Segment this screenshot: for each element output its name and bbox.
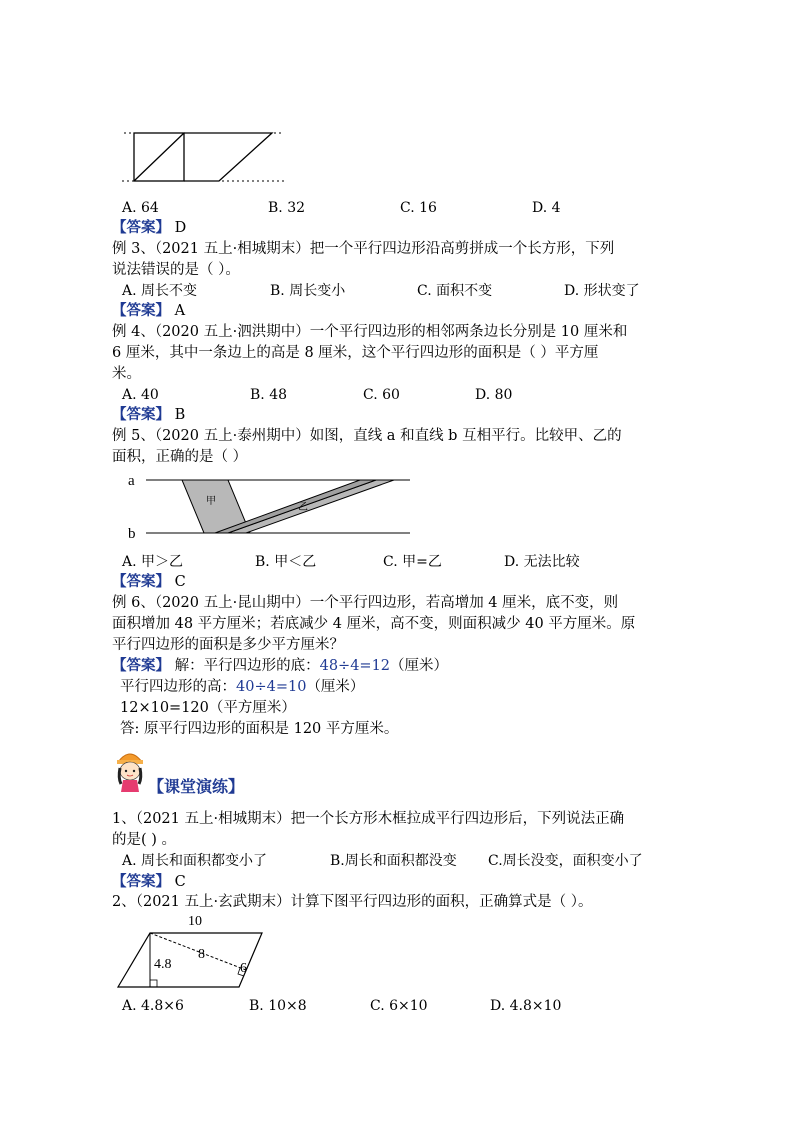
ex3-option-c: C. 面积不变 bbox=[417, 283, 493, 299]
option-d: D. 4 bbox=[532, 200, 561, 216]
ex4-option-a: A. 40 bbox=[122, 387, 159, 403]
p1-option-a: A. 周长和面积都变小了 bbox=[122, 853, 268, 869]
answer-line: 【答案】 D bbox=[112, 219, 187, 236]
ex4-line2: 6 厘米，其中一条边上的高是 8 厘米，这个平行四边形的面积是（ ）平方厘 bbox=[112, 345, 599, 361]
ex3-option-d: D. 形状变了 bbox=[564, 283, 640, 299]
p1-answer: 【答案】 C bbox=[112, 873, 186, 890]
p2-option-a: A. 4.8×6 bbox=[122, 998, 184, 1014]
ex6-solution-1: 【答案】 解：平行四边形的底：48÷4=12（厘米） bbox=[112, 657, 449, 674]
p2-option-c: C. 6×10 bbox=[370, 998, 428, 1014]
student-mascot-icon bbox=[112, 744, 148, 794]
ex5-answer: 【答案】 C bbox=[112, 573, 186, 590]
ex3-line2: 说法错误的是（ ）。 bbox=[112, 262, 240, 278]
ex4-line1: 例 4、（2020 五上·泗洪期中）一个平行四边形的相邻两条边长分别是 10 厘米和 bbox=[112, 324, 628, 340]
option-a: A. 64 bbox=[122, 200, 159, 216]
label-top: 10 bbox=[188, 914, 202, 929]
p1-option-c: C.周长没变，面积变小了 bbox=[488, 853, 643, 869]
ex6-line1: 例 6、（2020 五上·昆山期中）一个平行四边形，若高增加 4 厘米，底不变，则 bbox=[112, 595, 619, 611]
p1-option-b: B.周长和面积都没变 bbox=[330, 853, 457, 869]
section-title: 【课堂演练】 bbox=[148, 777, 245, 796]
ex5-option-d: D. 无法比较 bbox=[504, 554, 580, 570]
label-diag: 8 bbox=[198, 947, 205, 962]
ex3-option-b: B. 周长变小 bbox=[270, 283, 346, 299]
p1-line1: 1、（2021 五上·相城期末）把一个长方形木框拉成平行四边形后，下列说法正确 bbox=[112, 811, 625, 827]
option-c: C. 16 bbox=[400, 200, 437, 216]
ex4-option-d: D. 80 bbox=[475, 387, 513, 403]
ex5-option-b: B. 甲＜乙 bbox=[255, 554, 317, 570]
ex6-line3: 平行四边形的面积是多少平方厘米？ bbox=[112, 637, 344, 653]
label-yi: 乙 bbox=[298, 502, 308, 513]
figure-parallelogram-heights bbox=[112, 910, 282, 992]
ex5-option-c: C. 甲=乙 bbox=[383, 554, 442, 570]
p1-line2: 的是( ) 。 bbox=[112, 832, 177, 848]
p2-option-d: D. 4.8×10 bbox=[490, 998, 562, 1014]
ex3-line1: 例 3、（2021 五上·相城期末）把一个平行四边形沿高剪拼成一个长方形，下列 bbox=[112, 241, 615, 257]
label-height: 4.8 bbox=[154, 957, 172, 972]
label-jia: 甲 bbox=[206, 496, 216, 507]
ex5-option-a: A. 甲＞乙 bbox=[122, 554, 184, 570]
ex4-option-b: B. 48 bbox=[250, 387, 288, 403]
p2-option-b: B. 10×8 bbox=[249, 998, 307, 1014]
ex5-line1: 例 5、（2020 五上·泰州期中）如图，直线 a 和直线 b 互相平行。比较甲、乙的 bbox=[112, 428, 622, 444]
ex4-line3: 米。 bbox=[112, 366, 141, 382]
p2-line1: 2、（2021 五上·玄武期末）计算下图平行四边形的面积，正确算式是（ ）。 bbox=[112, 894, 593, 910]
ex4-option-c: C. 60 bbox=[363, 387, 400, 403]
figure-parallel-lines bbox=[120, 470, 412, 542]
label-side: 6 bbox=[240, 961, 247, 976]
ex4-answer: 【答案】 B bbox=[112, 406, 186, 423]
ex5-line2: 面积，正确的是（ ） bbox=[112, 449, 248, 465]
ex6-line2: 面积增加 48 平方厘米；若底减少 4 厘米，高不变，则面积减少 40 平方厘米。原 bbox=[112, 616, 636, 632]
option-b: B. 32 bbox=[268, 200, 306, 216]
ex3-answer: 【答案】 A bbox=[112, 302, 186, 319]
ex6-solution-4: 答: 原平行四边形的面积是 120 平方厘米。 bbox=[120, 721, 399, 737]
label-b: b bbox=[128, 526, 136, 542]
ex3-option-a: A. 周长不变 bbox=[122, 283, 198, 299]
ex6-solution-2: 平行四边形的高：40÷4=10（厘米） bbox=[120, 679, 365, 695]
label-a: a bbox=[128, 473, 135, 489]
ex6-solution-3: 12×10=120（平方厘米） bbox=[120, 700, 296, 716]
figure-rect-parallelogram bbox=[118, 125, 288, 187]
